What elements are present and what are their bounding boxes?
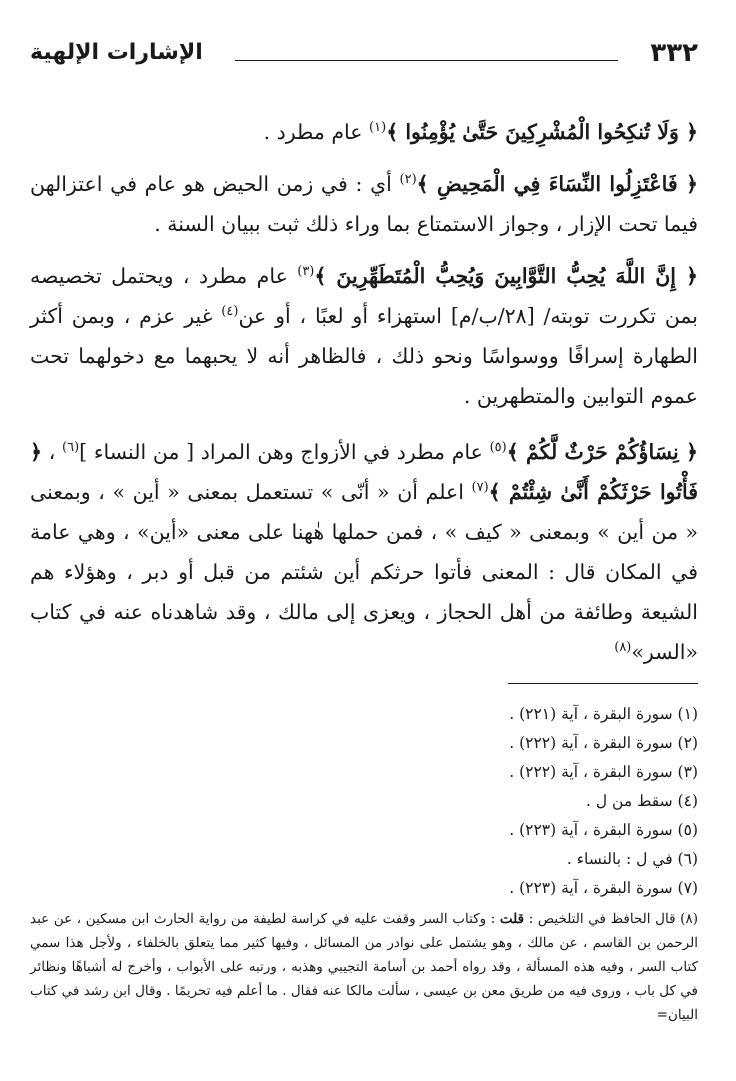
footnote-ref[interactable]: (٥) <box>489 440 507 456</box>
paragraph-text: عام مطرد في الأزواج وهن المراد [ من النساء ] <box>79 440 490 464</box>
paragraph-text: عام مطرد ، ويحتمل تخصيصه بمن تكررت توبته/ [٢٨/ب/م] استهزاء أو لعبًا ، أو عن <box>30 264 698 328</box>
footnote-item: (٤) سقط من ل . <box>586 792 698 810</box>
paragraph-text: ، <box>42 440 63 464</box>
page-number: ٣٣٢ <box>650 38 698 68</box>
footnote-item: (١) سورة البقرة ، آية (٢٢١) . <box>509 705 698 723</box>
running-header <box>30 38 698 74</box>
footnote-item-8 <box>30 907 698 1027</box>
footnote-lead: (٨) قال الحافظ في التلخيص : <box>524 911 698 927</box>
quran-verse: ﴿ فَأْتُوا حَرْثَكُمْ أَنَّىٰ شِئْتُمْ ﴾ <box>30 440 698 504</box>
main-text <box>30 112 698 684</box>
paragraph-text: أي : في زمن الحيض هو عام في اعتزالهن فيما تحت الإزار ، وجواز الاستمتاع بما وراء ذلك ثبت ببيان السنة . <box>30 172 698 236</box>
footnote-ref[interactable]: (١) <box>369 120 387 136</box>
footnote-ref[interactable]: (٢) <box>399 172 417 188</box>
paragraph-2 <box>30 164 698 244</box>
paragraph-text: عام مطرد . <box>263 120 370 144</box>
paragraph-text: غير عزم ، وبمن أكثر الطهارة إسرافًا ووسواسًا ونحو ذلك ، فالظاهر أنه لا يحبهما مع دخولهما تحت عموم التوابين والمتطهرين . <box>30 304 698 408</box>
footnote-separator <box>508 683 698 684</box>
footnotes <box>30 700 698 1027</box>
quran-verse: ﴿ وَلَا تُنكِحُوا الْمُشْرِكِينَ حَتَّىٰ يُؤْمِنُوا ﴾ <box>386 120 698 144</box>
footnote-ref[interactable]: (٦) <box>62 440 80 456</box>
footnote-ref[interactable]: (٨) <box>614 640 632 656</box>
footnote-ref[interactable]: (٤) <box>221 304 239 320</box>
paragraph-1 <box>30 112 698 152</box>
footnote-item: (٥) سورة البقرة ، آية (٢٢٣) . <box>509 821 698 839</box>
footnote-item: (٦) في ل : بالنساء . <box>566 850 698 868</box>
footnote-ref[interactable]: (٧) <box>471 480 489 496</box>
book-title: الإشارات الإلهية <box>30 40 203 65</box>
quran-verse: ﴿ إِنَّ اللَّهَ يُحِبُّ التَّوَّابِينَ وَيُحِبُّ الْمُتَطَهِّرِينَ ﴾ <box>314 264 699 288</box>
footnote-item: (٣) سورة البقرة ، آية (٢٢٢) . <box>509 763 698 781</box>
footnote-item: (٧) سورة البقرة ، آية (٢٢٣) . <box>509 879 698 897</box>
footnote-emphasis: قلت <box>499 911 525 927</box>
quran-verse: ﴿ فَاعْتَزِلُوا النِّسَاءَ فِي الْمَحِيضِ ﴾ <box>416 172 698 196</box>
footnote-item: (٢) سورة البقرة ، آية (٢٢٢) . <box>509 734 698 752</box>
paragraph-4 <box>30 432 698 672</box>
header-rule <box>235 60 618 61</box>
footnote-text: : وكتاب السر وقفت عليه في كراسة لطيفة من رواية الحارث ابن مسكين ، عن عبد الرحمن بن القاسم ، عن مالك ، وهو يشتمل على نوادر من المسائل ، وفيها كثير مما يتعلق بالخلفاء ، ولأجل هذا سمي كتاب السر ، وفيه هذه المسألة ، وقد رواه أحمد بن أسامة التجيبي وهذبه ، ورتبه على الأبواب ، وأخرج له أشباهًا ونظائر في كل باب ، وروى فيه من طريق معن بن عيسى ، سألت مالكا عنه فقال . ما أعلم فيه تحريمًا . وقال ابن رشد في كتاب البيان= <box>30 911 698 1023</box>
paragraph-text: اعلم أن « أنّى » تستعمل بمعنى « أين » ، وبمعنى « من أين » وبمعنى « كيف » ، فمن حملها هٰهنا على معنى «أين» ، وهي عامة في المكان قال : المعنى فأتوا حرثكم أين شئتم من قبل أو دبر ، وهؤلاء هم الشيعة وطائفة من أهل الحجاز ، ويعزى إلى مالك ، وقد شاهدناه عنه في كتاب «السر» <box>30 480 698 664</box>
quran-verse: ﴿ نِسَاؤُكُمْ حَرْثٌ لَّكُمْ ﴾ <box>506 440 699 464</box>
book-page <box>30 0 698 1081</box>
paragraph-3 <box>30 256 698 416</box>
footnote-ref[interactable]: (٣) <box>297 264 315 280</box>
